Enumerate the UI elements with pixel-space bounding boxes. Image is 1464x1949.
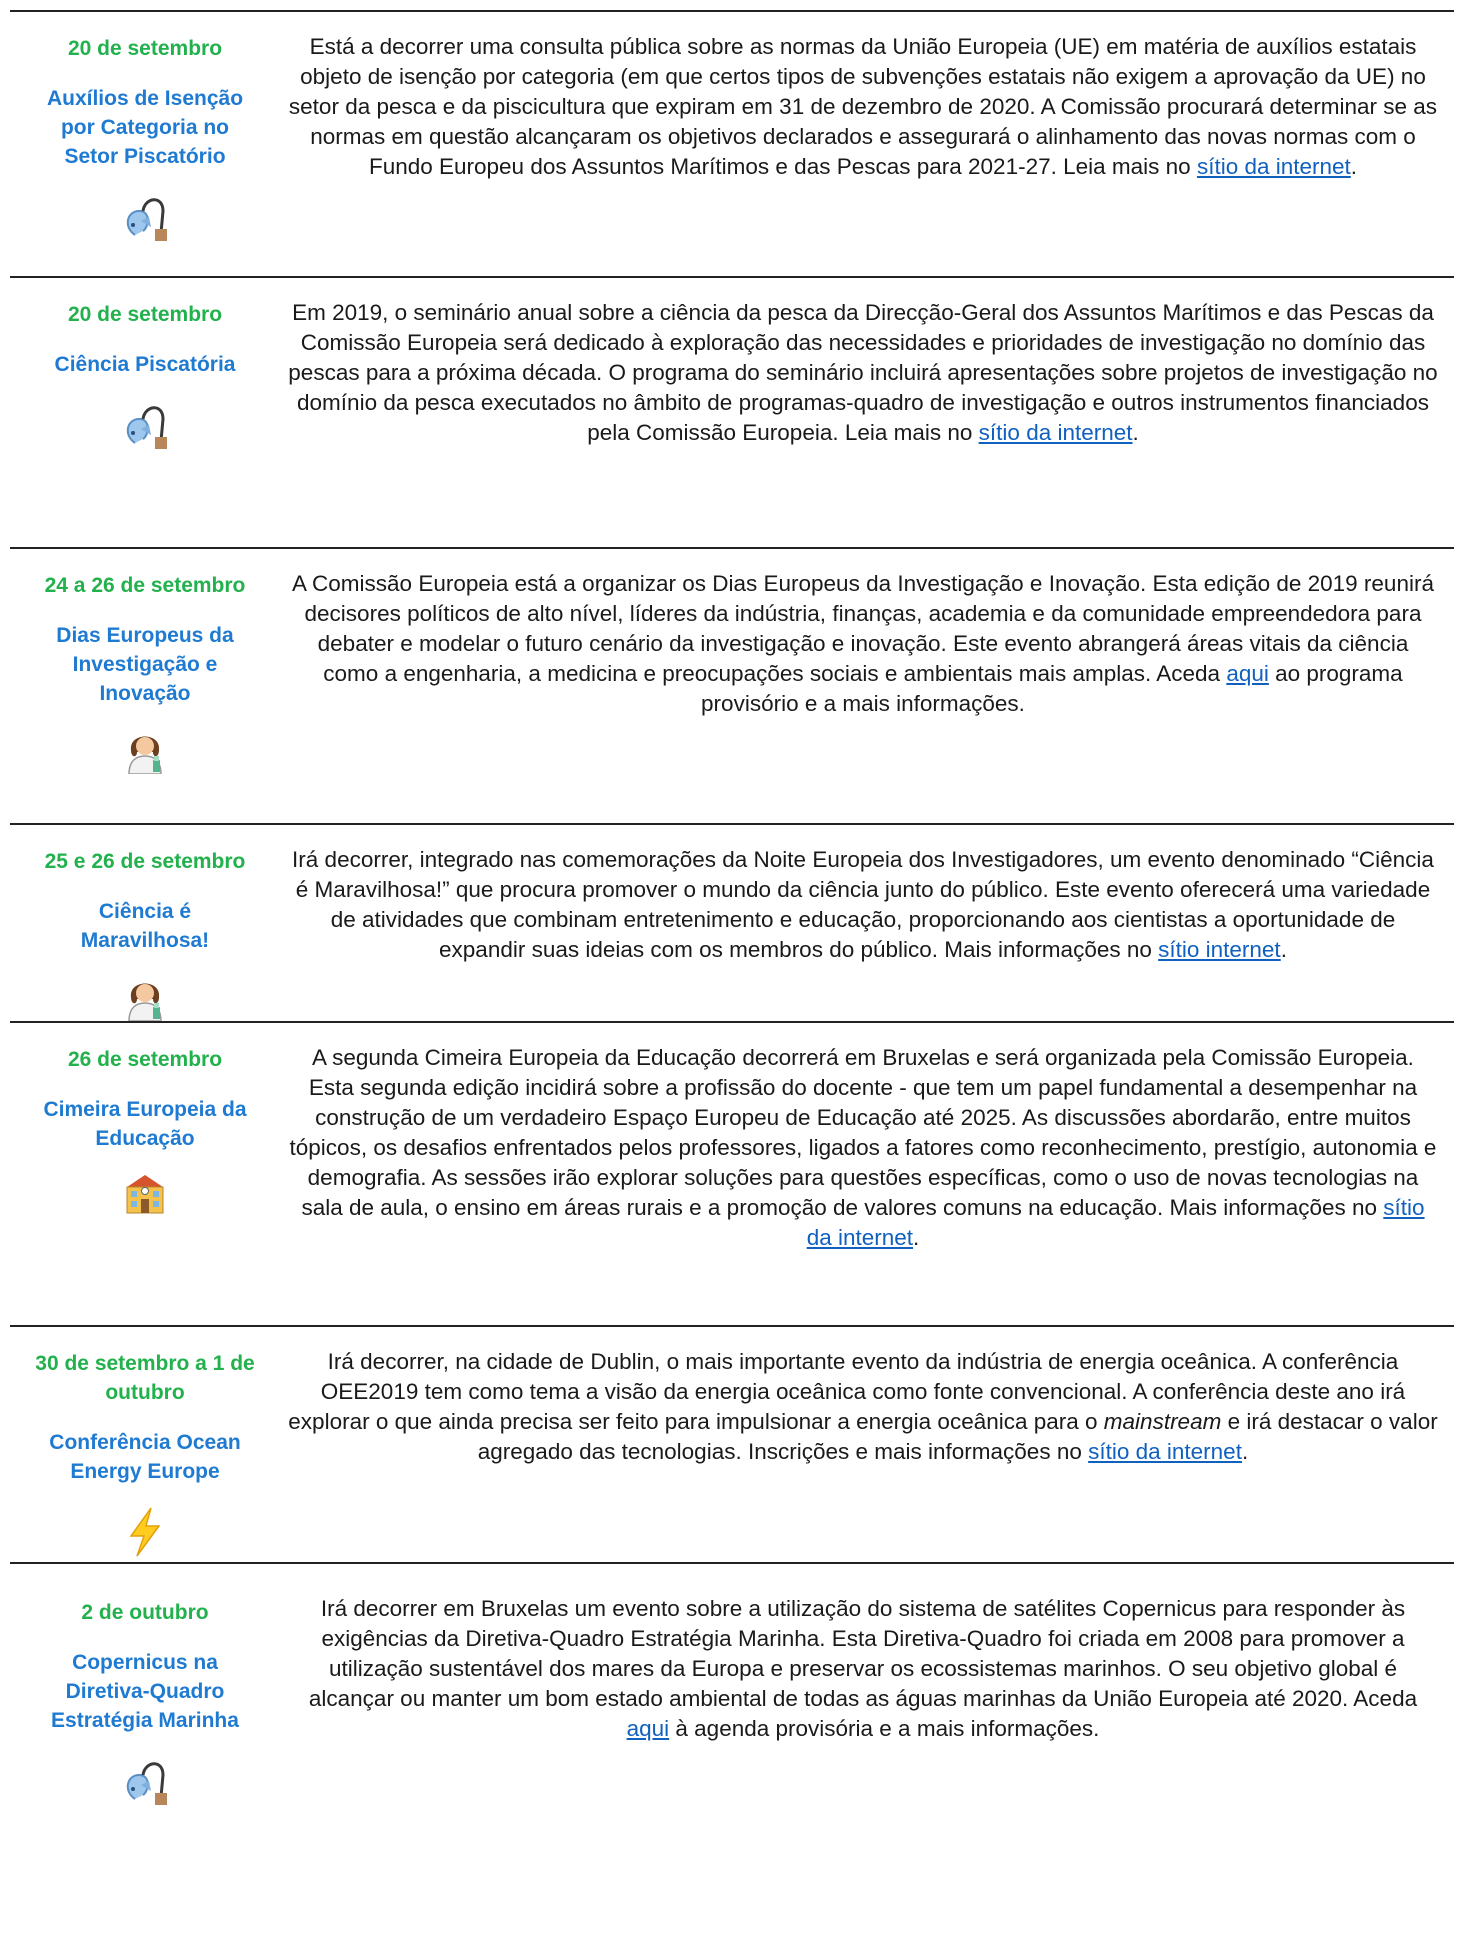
event-description: Em 2019, o seminário anual sobre a ciência da pesca da Direcção-Geral dos Assuntos Marítimos e das Pescas da Comissão Europeia será dedicado à exploração das necessidades e prioridades de investigação no domínio das pescas para a próxima década. O programa do seminário incluirá apresentações sobre projetos de investigação no domínio da pesca executados no âmbito de programas-quadro de investigação e outros instrumentos financiados pela Comissão Europeia. Leia mais no sítio da internet. xyxy=(288,300,1438,445)
event-description: Irá decorrer, na cidade de Dublin, o mais importante evento da indústria de energia oceânica. A conferência OEE2019 tem como tema a visão da energia oceânica como fonte convencional. A conferência deste ano irá explorar o que ainda precisa ser feito para impulsionar a energia oceânica para o mainstream e irá destacar o valor agregado das tecnologias. Inscrições e mais informações no sítio da internet. xyxy=(288,1349,1438,1464)
school-icon xyxy=(123,1173,167,1215)
event-title: Ciência Piscatória xyxy=(54,353,236,376)
event-date: 26 de setembro xyxy=(67,1048,223,1071)
event-title: Dias Europeus da Investigação e Inovação xyxy=(56,624,234,705)
event-row xyxy=(10,276,1454,547)
event-date: 2 de outubro xyxy=(81,1601,209,1624)
event-meta xyxy=(10,825,280,1021)
fishing-icon xyxy=(121,191,169,243)
event-link[interactable]: sítio da internet xyxy=(806,1195,1425,1250)
event-row xyxy=(10,547,1454,823)
events-list xyxy=(10,10,1454,1894)
event-description: A Comissão Europeia está a organizar os Dias Europeus da Investigação e Inovação. Esta edição de 2019 reunirá decisores políticos de alto nível, líderes da indústria, finanças, academia e da comunidade empreendedora para debater e modelar o futuro cenário da investigação e inovação. Este evento abrangerá áreas vitais da ciência como a engenharia, a medicina e preocupações sociais e ambientais mais amplas. Aceda aqui ao programa provisório e a mais informações. xyxy=(292,571,1434,716)
event-meta xyxy=(10,278,280,451)
event-link[interactable]: sítio da internet xyxy=(1088,1439,1242,1464)
event-title: Cimeira Europeia da Educação xyxy=(43,1098,247,1150)
event-date: 25 e 26 de setembro xyxy=(44,850,246,873)
event-row xyxy=(10,823,1454,1021)
fishing-icon xyxy=(121,1755,169,1807)
event-link[interactable]: sítio da internet xyxy=(978,420,1133,445)
event-meta xyxy=(10,12,280,243)
event-meta xyxy=(10,1327,280,1558)
event-link[interactable]: aqui xyxy=(626,1716,670,1741)
event-row xyxy=(10,10,1454,276)
event-date: 20 de setembro xyxy=(67,303,223,326)
event-description: Irá decorrer em Bruxelas um evento sobre a utilização do sistema de satélites Copernicus para responder às exigências da Diretiva-Quadro Estratégia Marinha. Esta Diretiva-Quadro foi criada em 2008 para promover a utilização sustentável dos mares da Europa e preservar os ecossistemas marinhos. O seu objetivo global é alcançar ou manter um bom estado ambiental de todas as águas marinhas da União Europeia até 2020. Aceda aqui à agenda provisória e a mais informações. xyxy=(308,1596,1418,1741)
event-title: Ciência é Maravilhosa! xyxy=(80,900,210,952)
event-title: Conferência Ocean Energy Europe xyxy=(49,1431,241,1483)
event-description: Está a decorrer uma consulta pública sobre as normas da União Europeia (UE) em matéria de auxílios estatais objeto de isenção por categoria (em que certos tipos de subvenções estatais não exigem a aprovação da UE) no setor da pesca e da piscicultura que expiram em 31 de dezembro de 2020. A Comissão procurará determinar se as normas em questão alcançaram os objetivos declarados e assegurará o alinhamento das novas normas com o Fundo Europeu dos Assuntos Marítimos e das Pescas para 2021-27. Leia mais no sítio da internet. xyxy=(288,34,1438,179)
fishing-icon xyxy=(121,399,169,451)
event-meta xyxy=(10,1023,280,1215)
event-link[interactable]: aqui xyxy=(1226,661,1269,686)
event-row xyxy=(10,1021,1454,1325)
event-description: A segunda Cimeira Europeia da Educação decorrerá em Bruxelas e será organizada pela Comissão Europeia. Esta segunda edição incidirá sobre a profissão do docente - que tem um papel fundamental a desempenhar na construção de um verdadeiro Espaço Europeu de Educação até 2025. As discussões abordarão, entre muitos tópicos, os desafios enfrentados pelos professores, ligados a fatores como reconhecimento, prestígio, autonomia e demografia. As sessões irão explorar soluções para questões específicas, como o uso de novas tecnologias na sala de aula, o ensino em áreas rurais e a promoção de valores comuns na educação. Mais informações no sítio da internet. xyxy=(289,1045,1437,1250)
event-link[interactable]: sítio da internet xyxy=(1196,154,1351,179)
event-row xyxy=(10,1325,1454,1562)
event-row xyxy=(10,1562,1454,1894)
event-link[interactable]: sítio internet xyxy=(1158,937,1281,962)
event-description: Irá decorrer, integrado nas comemorações da Noite Europeia dos Investigadores, um evento denominado “Ciência é Maravilhosa!” que procura promover o mundo da ciência junto do público. Este evento oferecerá uma variedade de atividades que combinam entretenimento e educação, proporcionando aos cientistas a oportunidade de expandir suas ideias com os membros do público. Mais informações no sítio internet. xyxy=(292,847,1434,962)
event-date: 30 de setembro a 1 de outubro xyxy=(35,1352,255,1404)
scientist-icon xyxy=(123,728,167,774)
event-date: 24 a 26 de setembro xyxy=(44,574,246,597)
event-title: Copernicus na Diretiva-Quadro Estratégia Marinha xyxy=(51,1651,239,1732)
event-meta xyxy=(10,549,280,774)
event-date: 20 de setembro xyxy=(67,37,223,60)
scientist-icon xyxy=(123,975,167,1021)
lightning-icon xyxy=(125,1506,165,1558)
event-meta xyxy=(10,1564,280,1807)
event-title: Auxílios de Isenção por Categoria no Setor Piscatório xyxy=(46,87,244,168)
